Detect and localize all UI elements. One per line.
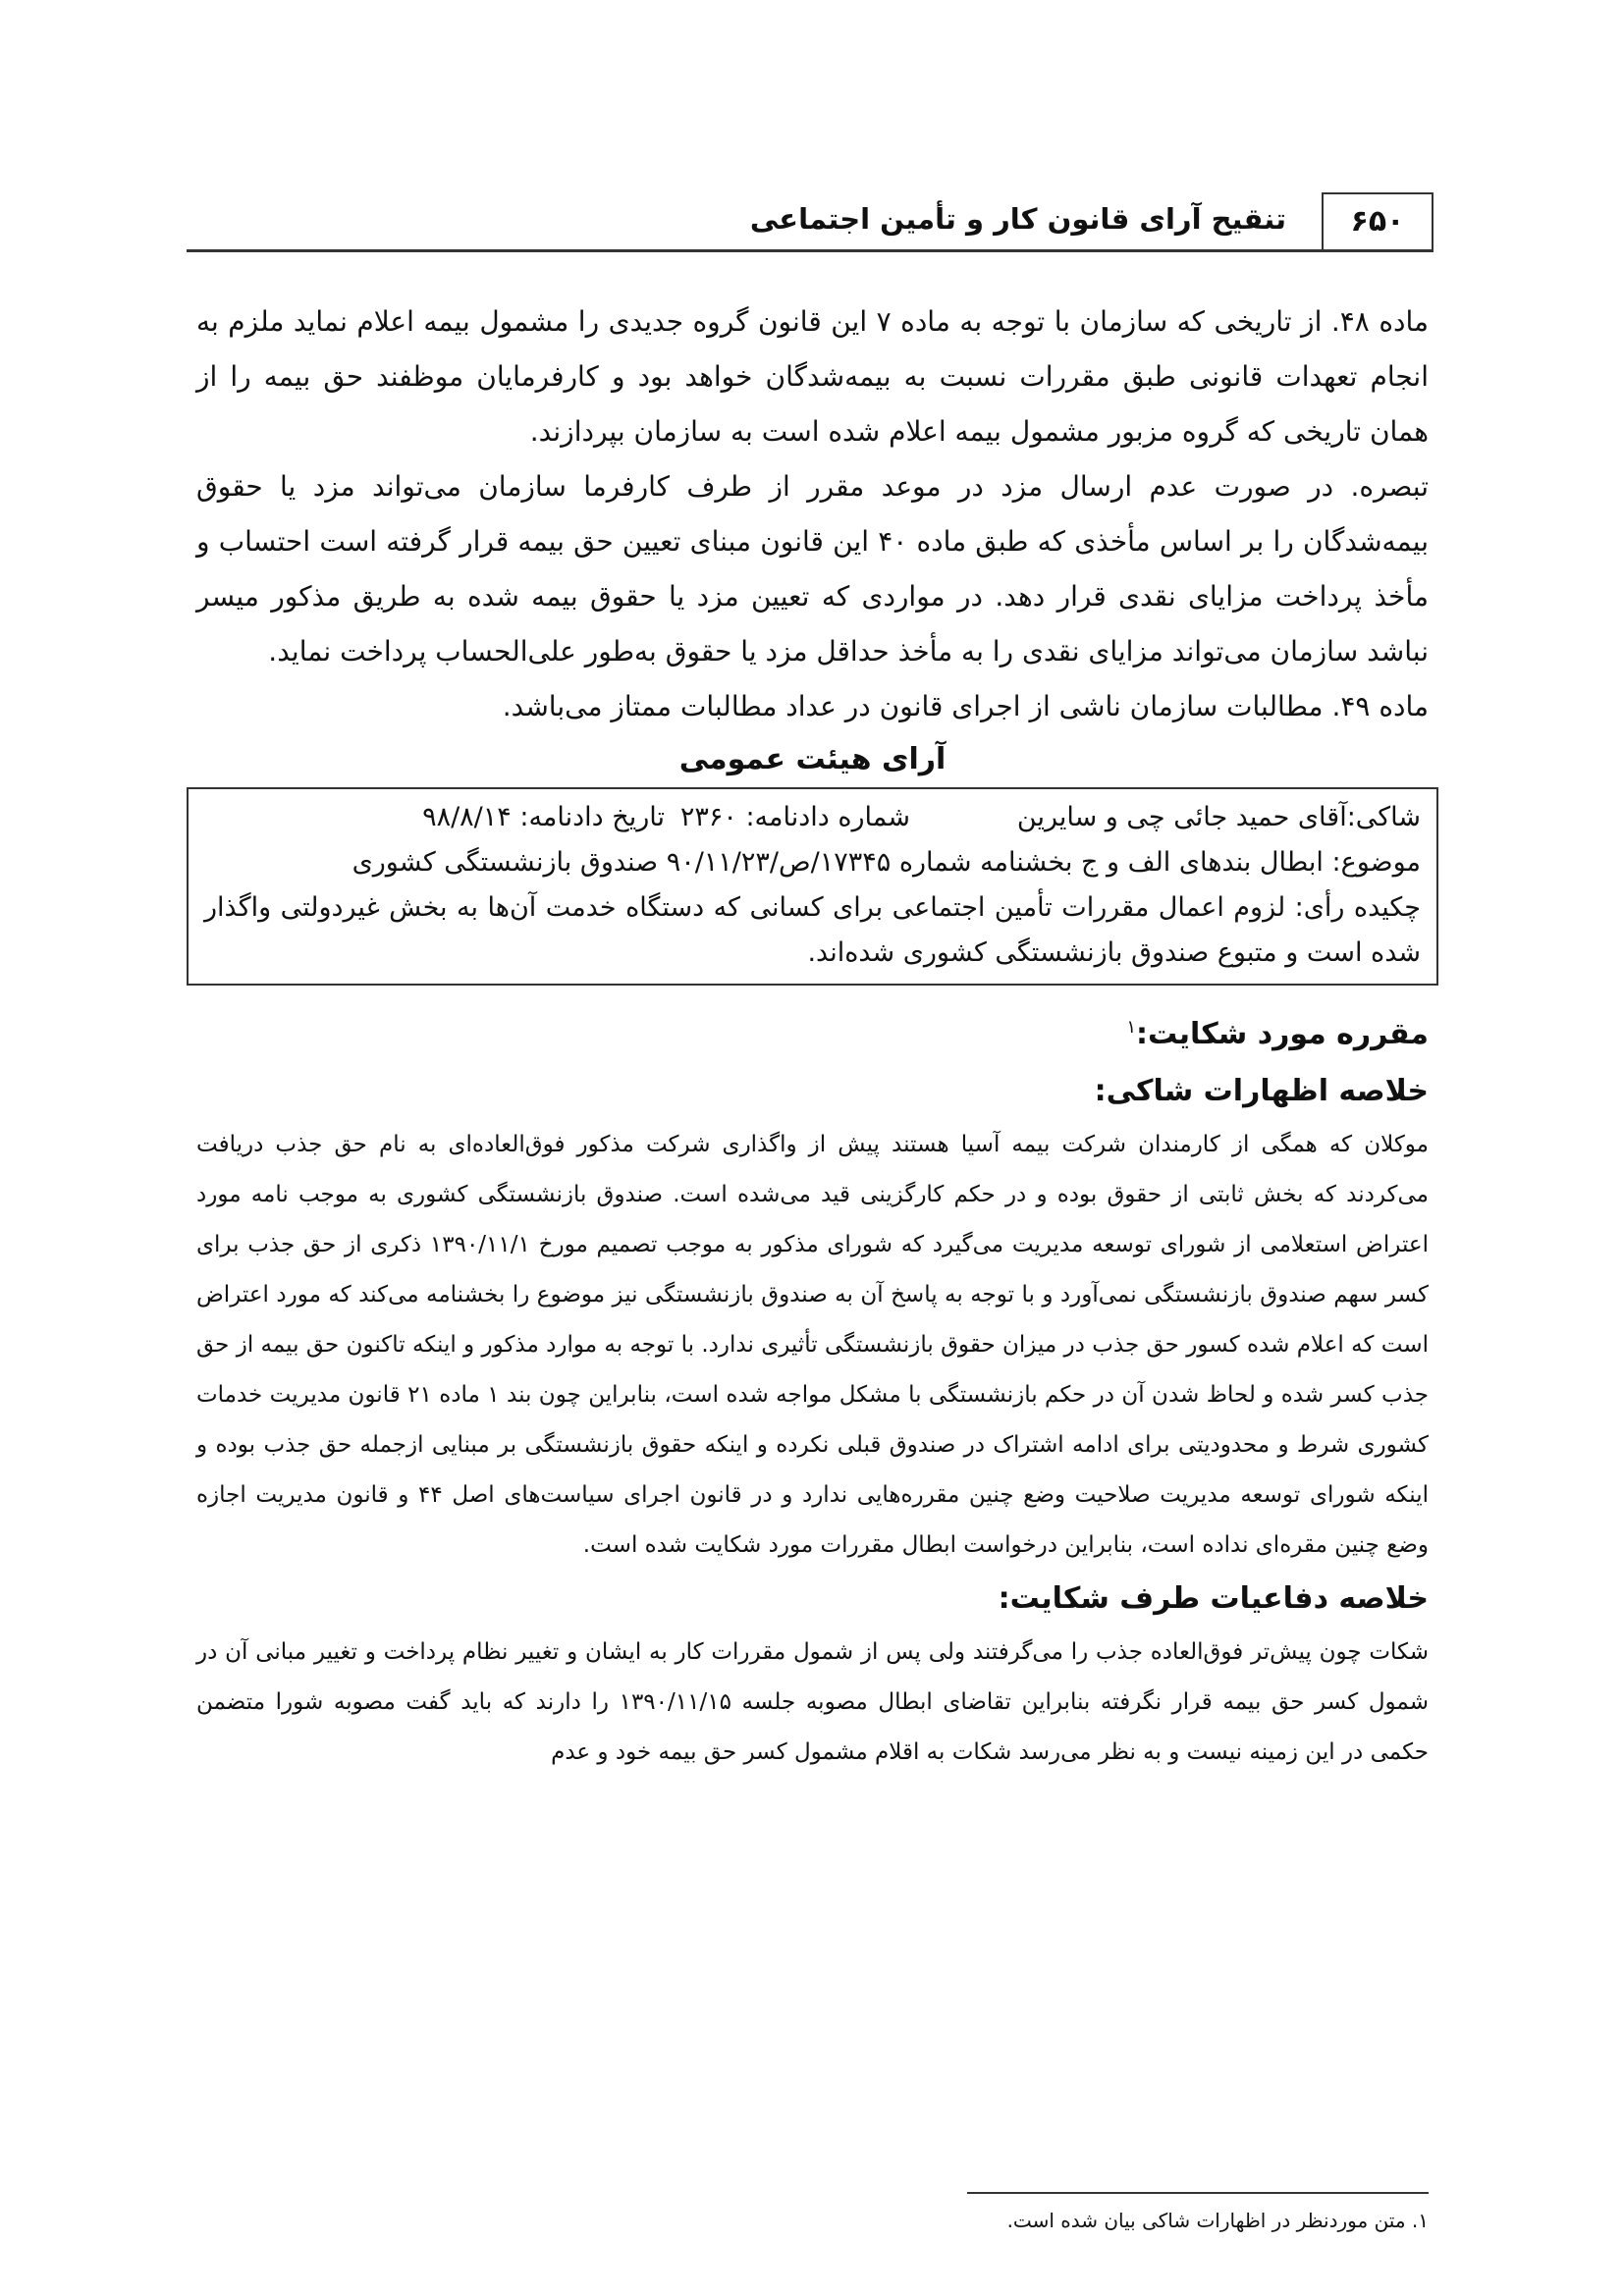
book-title: تنقیح آرای قانون کار و تأمین اجتماعی [749, 202, 1286, 236]
page-number: ۶۵۰ [1322, 192, 1434, 249]
rulings-heading: آرای هیئت عمومی [678, 742, 947, 776]
defense-summary-heading: خلاصه دفاعیات طرف شکایت: [998, 1581, 1429, 1616]
ruling-number: شماره دادنامه: ۲۳۶۰ [679, 802, 910, 832]
article-48: ماده ۴۸. از تاریخی که سازمان با توجه به ماده ۷ این قانون گروه جدیدی را مشمول بیمه اعلام نماید ملزم به انجام تعهدات قانونی طبق مقررات نسبت به بیمه‌شدگان خواهد بود و کارفرمایان موظفند حق بیمه را از همان تاریخی که گروه مزبور مشمول بیمه اعلام شده است به سازمان بپردازند. [196, 305, 1429, 448]
ruling-abstract: چکیده رأی: لزوم اعمال مقررات تأمین اجتماعی برای کسانی که دستگاه خدمت آن‌ها به بخش غیردولتی واگذار شده است و متبوع صندوق بازنشستگی کشوری شده‌اند. [204, 892, 1421, 968]
ruling-summary-box [187, 787, 1438, 986]
complainant-summary-text: موکلان که همگی از کارمندان شرکت بیمه آسیا هستند پیش از واگذاری شرکت مذکور فوق‌العاده‌ای به نام حق جذب دریافت می‌کردند که بخش ثابتی از حقوق بوده و در حکم کارگزینی قید می‌شده است. صندوق بازنشستگی کشوری به موجب نامه مورد اعتراض استعلامی از شورای توسعه مدیریت می‌گیرد که شورای مذکور به موجب تصمیم مورخ ۱۳۹۰/۱۱/۱ ذکری از حق جذب برای کسر سهم صندوق بازنشستگی نمی‌آورد و با توجه به پاسخ آن به صندوق بازنشستگی نیز موضوع را بخشنامه می‌کند که مورد اعتراض است که اعلام شده کسور حق جذب در میزان حقوق بازنشستگی تأثیری ندارد. با توجه به موارد مذکور و اینکه تاکنون حق بیمه از حق جذب کسر شده و لحاظ شدن آن در حکم بازنشستگی با مشکل مواجه شده است، بنابراین چون بند ۱ ماده ۲۱ قانون مدیریت خدمات کشوری شرط و محدودیتی برای ادامه اشتراک در صندوق قبلی نکرده و اینکه حقوق بازنشستگی بر مبنایی ازجمله حق جذب بوده و اینکه شورای توسعه مدیریت صلاحیت وضع چنین مقرره‌هایی ندارد و در قانون اجرای سیاست‌های اصل ۴۴ و قانون مدیریت اجازه وضع چنین مقره‌ای نداده است، بنابراین درخواست ابطال مقررات مورد شکایت شده است. [196, 1132, 1429, 1558]
footnote-mark[interactable]: ۱ [1126, 1017, 1137, 1038]
footnote-divider [967, 2192, 1429, 2194]
ruling-subject: موضوع: ابطال بندهای الف و ج بخشنامه شماره ۱۷۳۴۵/ص/۹۰/۱۱/۲۳ صندوق بازنشستگی کشوری [352, 847, 1421, 878]
complainant-summary-heading: خلاصه اظهارات شاکی: [1094, 1074, 1429, 1108]
defense-summary-text: شکات چون پیش‌تر فوق‌العاده جذب را می‌گرفتند ولی پس از شمول مقررات کار به ایشان و تغییر نظام پرداخت و تغییر مبانی آن در شمول کسر حق بیمه قرار نگرفته بنابراین تقاضای ابطال مصوبه جلسه ۱۳۹۰/۱۱/۱۵ را دارند که باید گفت مصوبه شورا متضمن حکمی در این زمینه نیست و به نظر می‌رسد شکات به اقلام مشمول کسر حق بیمه خود و عدم [196, 1639, 1429, 1765]
article-48-note: تبصره. در صورت عدم ارسال مزد در موعد مقرر از طرف کارفرما سازمان می‌تواند مزد یا حقوق بیمه‌شدگان را بر اساس مأخذی که طبق ماده ۴۰ این قانون مبنای تعیین حق بیمه قرار گرفته است احتساب و مأخذ پرداخت مزایای نقدی قرار دهد. در مواردی که تعیین مزد یا حقوق بیمه شده به طریق مذکور میسر نباشد سازمان می‌تواند مزایای نقدی را به مأخذ حداقل مزد یا حقوق به‌طور علی‌الحساب پرداخت نماید. [196, 470, 1429, 667]
complainant: شاکی:آقای حمید جائی چی و سایرین [1016, 802, 1421, 832]
contested-regulation-heading: مقرره مورد شکایت:$^۱$ [1126, 1017, 1429, 1051]
ruling-meta-row [204, 795, 1421, 840]
page-content [196, 294, 1429, 1778]
footnote: ۱. متن موردنظر در اظهارات شاکی بیان شده است. [1006, 2209, 1429, 2232]
ruling-date: تاریخ دادنامه: ۹۸/۸/۱۴ [422, 802, 665, 832]
page-header [187, 192, 1434, 252]
article-49: ماده ۴۹. مطالبات سازمان ناشی از اجرای قانون در عداد مطالبات ممتاز می‌باشد. [502, 690, 1429, 722]
